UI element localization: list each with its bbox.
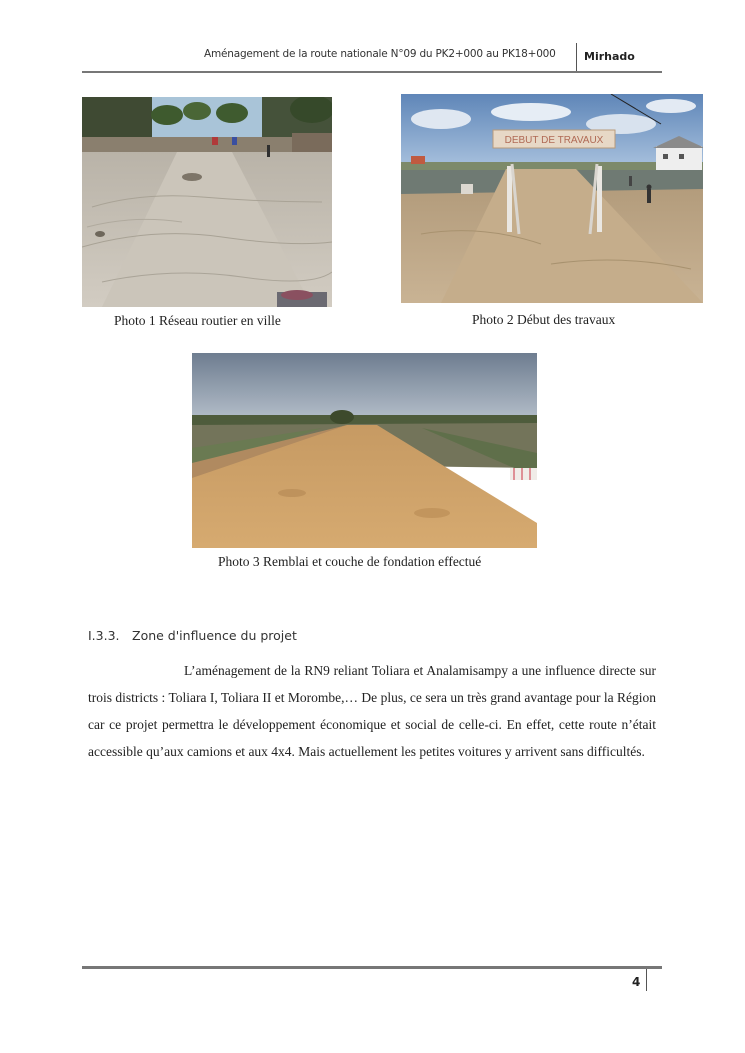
paragraph-text: L’aménagement de la RN9 reliant Toliara et Analamisampy a une influence directe sur trois districts : Toliara I, Toliara II et Morombe,… De plus, ce sera un très grand avantage pour la Région car ce projet permettra le développement économique et social de celle-ci. En effet, cette route n’était accessible qu’aux camions et aux 4x4. Mais actuellement les petites voitures y arrivent sans difficultés.: [88, 663, 656, 759]
footer-rule: [82, 966, 662, 969]
photo-city-road-image: [82, 97, 332, 307]
photo-1-caption: Photo 1 Réseau routier en ville: [114, 313, 281, 328]
running-header-author: Mirhado: [584, 50, 635, 63]
page-number: 4: [632, 975, 641, 989]
header-rule: [82, 71, 662, 73]
photo-city-road: [82, 97, 332, 307]
photo-3-caption: Photo 3 Remblai et couche de fondation effectué: [218, 554, 482, 569]
photo-embankment-image: [192, 353, 537, 548]
sign-text: DEBUT DE TRAVAUX: [504, 135, 604, 146]
running-header-title: Aménagement de la route nationale N°09 du PK2+000 au PK18+000: [204, 48, 556, 60]
section-heading: [88, 628, 297, 643]
section-title: Zone d'influence du projet: [132, 628, 297, 643]
footer-divider: [646, 969, 647, 991]
photo-2-caption: Photo 2 Début des travaux: [472, 312, 616, 327]
header-divider: [576, 43, 577, 71]
section-number: I.3.3.: [88, 628, 120, 643]
photo-works-start-image: [401, 94, 703, 303]
photo-embankment: [192, 353, 537, 548]
body-paragraph: [88, 657, 656, 765]
photo-works-start: [401, 94, 703, 303]
